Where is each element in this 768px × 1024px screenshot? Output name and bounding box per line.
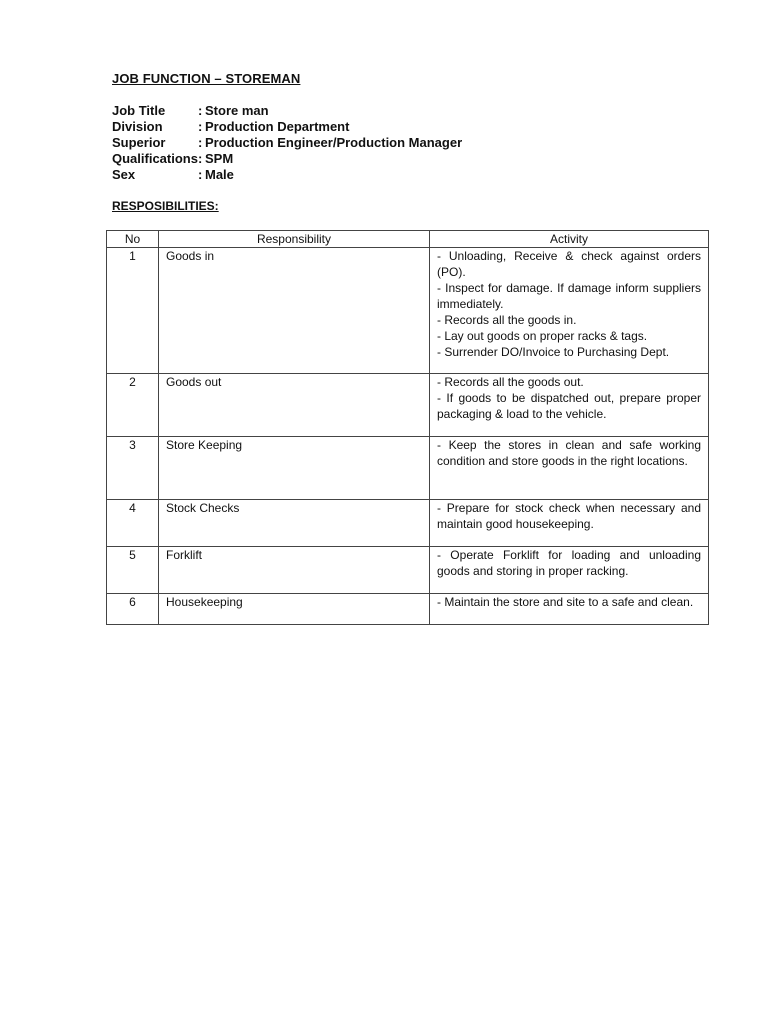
activity-cell (430, 248, 709, 374)
activity-cell (430, 547, 709, 594)
row-number: 5 (107, 547, 159, 594)
detail-row-job-title (112, 103, 462, 119)
activity-line: - Records all the goods out. (437, 375, 584, 389)
row-number: 6 (107, 594, 159, 625)
table-row (107, 594, 709, 625)
responsibilities-table (106, 230, 709, 625)
table-row (107, 547, 709, 594)
activity-line: - Keep the stores in clean and safe working condition and store goods in the right locations. (437, 438, 701, 468)
detail-separator: : (198, 167, 203, 182)
table-row (107, 374, 709, 437)
responsibilities-heading: RESPOSIBILITIES: (112, 199, 219, 213)
column-header-responsibility: Responsibility (159, 231, 430, 248)
row-number: 3 (107, 437, 159, 500)
detail-separator: : (198, 135, 203, 150)
responsibility-cell: Housekeeping (159, 594, 430, 625)
row-number: 4 (107, 500, 159, 547)
document-title: JOB FUNCTION – STOREMAN (112, 71, 301, 86)
activity-line: - Inspect for damage. If damage inform suppliers immediately. (437, 281, 701, 311)
detail-value: Production Engineer/Production Manager (205, 135, 463, 150)
detail-label: Job Title (112, 103, 166, 118)
detail-row-sex (112, 167, 462, 183)
detail-value: Store man (205, 103, 269, 118)
activity-line: - If goods to be dispatched out, prepare proper packaging & load to the vehicle. (437, 391, 701, 421)
job-details (112, 103, 462, 183)
responsibility-cell: Goods in (159, 248, 430, 374)
detail-value: Male (205, 167, 234, 182)
responsibility-cell: Forklift (159, 547, 430, 594)
activity-cell (430, 500, 709, 547)
activity-line: - Unloading, Receive & check against orders (PO). (437, 249, 701, 279)
row-number: 1 (107, 248, 159, 374)
detail-label: Division (112, 119, 163, 134)
detail-value: Production Department (205, 119, 350, 134)
detail-separator: : (198, 119, 203, 134)
responsibility-cell: Store Keeping (159, 437, 430, 500)
activity-line: - Surrender DO/Invoice to Purchasing Dept. (437, 345, 670, 359)
activity-line: - Records all the goods in. (437, 313, 577, 327)
activity-line: - Lay out goods on proper racks & tags. (437, 329, 648, 343)
responsibility-cell: Stock Checks (159, 500, 430, 547)
activity-line: - Maintain the store and site to a safe and clean. (437, 595, 694, 609)
detail-label: Qualifications (112, 151, 198, 166)
table-row (107, 437, 709, 500)
responsibility-cell: Goods out (159, 374, 430, 437)
detail-row-division (112, 119, 462, 135)
activity-line: - Operate Forklift for loading and unloading goods and storing in proper racking. (437, 548, 701, 578)
column-header-activity: Activity (430, 231, 709, 248)
activity-cell (430, 374, 709, 437)
row-number: 2 (107, 374, 159, 437)
table-row (107, 248, 709, 374)
table-header-row (107, 231, 709, 248)
table-row (107, 500, 709, 547)
detail-separator: : (198, 103, 203, 118)
detail-separator: : (198, 151, 203, 166)
column-header-no: No (107, 231, 159, 248)
detail-value: SPM (205, 151, 234, 166)
detail-label: Sex (112, 167, 136, 182)
detail-row-superior (112, 135, 462, 151)
detail-label: Superior (112, 135, 166, 150)
activity-cell (430, 437, 709, 500)
activity-line: - Prepare for stock check when necessary and maintain good housekeeping. (437, 501, 701, 531)
detail-row-qualifications (112, 151, 462, 167)
activity-cell (430, 594, 709, 625)
